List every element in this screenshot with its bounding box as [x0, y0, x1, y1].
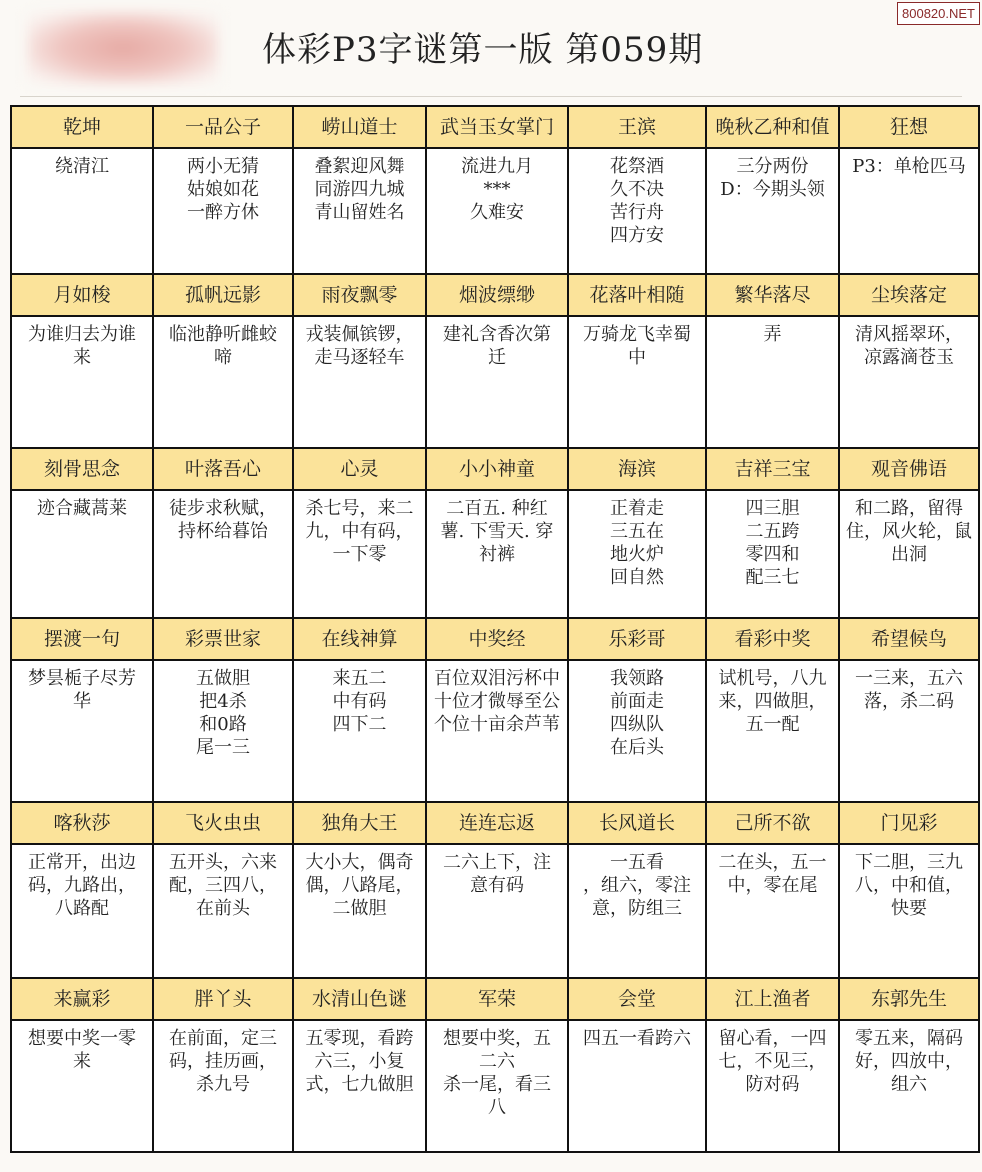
- riddle-line: 在前头: [196, 898, 250, 919]
- riddle-line: 二六上下，注: [443, 852, 551, 873]
- riddle-line: 临池静听雌蛟: [169, 324, 277, 345]
- author-name: 花落叶相随: [568, 274, 706, 316]
- riddle-line: 梦昙栀子尽芳: [28, 668, 136, 689]
- riddle-cell: [706, 660, 839, 802]
- riddle-cell: [426, 1020, 568, 1152]
- author-row: [11, 802, 979, 844]
- riddle-line: 大小大，偶奇: [305, 852, 414, 873]
- riddle-line: 和二路，留得: [855, 498, 963, 519]
- riddle-cell: [706, 490, 839, 618]
- author-name: 观音佛语: [839, 448, 979, 490]
- author-name: 乐彩哥: [568, 618, 706, 660]
- riddle-line: 百位双泪污杯中: [434, 668, 560, 689]
- riddle-line: 回自然: [610, 567, 664, 588]
- riddle-cell: [706, 148, 839, 274]
- riddle-line: 尾一三: [196, 737, 250, 758]
- riddle-row: [11, 660, 979, 802]
- riddle-line: 来: [73, 347, 91, 368]
- riddle-line: 五做胆: [196, 668, 250, 689]
- riddle-cell: [11, 1020, 153, 1152]
- author-name: 繁华落尽: [706, 274, 839, 316]
- author-name: 乾坤: [11, 106, 153, 148]
- riddle-line: 花祭酒: [610, 156, 664, 177]
- riddle-row: [11, 490, 979, 618]
- riddle-line: D：今期头领: [720, 179, 825, 200]
- riddle-line: 我领路: [610, 668, 664, 689]
- riddle-line: 想要中奖，五: [443, 1028, 551, 1049]
- riddle-row: [11, 316, 979, 448]
- author-name: 希望候鸟: [839, 618, 979, 660]
- riddle-line: 中: [628, 347, 646, 368]
- riddle-line: 来，四做胆，: [718, 691, 827, 712]
- riddle-line: 码，挂历画，: [169, 1051, 277, 1072]
- riddle-table: [10, 105, 980, 1153]
- riddle-line: 快要: [891, 898, 927, 919]
- riddle-line: 偶，八路尾，: [305, 875, 414, 896]
- author-name: 独角大王: [293, 802, 426, 844]
- riddle-line: 七，不见三，: [718, 1051, 827, 1072]
- riddle-line: 把4杀: [199, 691, 247, 712]
- blurred-logo: [28, 12, 218, 84]
- riddle-line: 四下二: [332, 714, 387, 735]
- author-name: 胖丫头: [153, 978, 293, 1020]
- riddle-cell: [153, 844, 293, 978]
- author-name: 小小神童: [426, 448, 568, 490]
- riddle-line: 地火炉: [610, 544, 664, 565]
- riddle-line: 五零现，看跨: [305, 1028, 414, 1049]
- author-name: 尘埃落定: [839, 274, 979, 316]
- title-divider: [20, 96, 962, 97]
- riddle-cell: [426, 316, 568, 448]
- riddle-cell: [839, 1020, 979, 1152]
- riddle-line: 绕清江: [55, 156, 109, 177]
- author-name: 己所不欲: [706, 802, 839, 844]
- riddle-line: 一醉方休: [187, 202, 259, 223]
- riddle-cell: [426, 844, 568, 978]
- author-name: 喀秋莎: [11, 802, 153, 844]
- riddle-cell: [706, 844, 839, 978]
- riddle-cell: [11, 660, 153, 802]
- author-name: 海滨: [568, 448, 706, 490]
- riddle-line: 配三七: [745, 567, 800, 588]
- riddle-line: 青山留姓名: [314, 202, 405, 223]
- riddle-line: 杀一尾，看三: [443, 1074, 551, 1095]
- author-name: 彩票世家: [153, 618, 293, 660]
- riddle-line: 在前面，定三: [169, 1028, 277, 1049]
- riddle-line: 八，中和值，: [855, 875, 963, 896]
- riddle-line: 四五一看跨六: [583, 1028, 691, 1049]
- riddle-line: 华: [73, 691, 91, 712]
- riddle-cell: [568, 660, 706, 802]
- riddle-line: 久不决: [610, 179, 664, 200]
- author-name: 崂山道士: [293, 106, 426, 148]
- riddle-cell: [11, 148, 153, 274]
- riddle-line: 八路配: [55, 898, 109, 919]
- riddle-cell: [293, 148, 426, 274]
- author-name: 孤帆远影: [153, 274, 293, 316]
- riddle-line: 流进九月: [461, 156, 533, 177]
- riddle-line: 苦行舟: [610, 202, 664, 223]
- author-name: 在线神算: [293, 618, 426, 660]
- riddle-line: 码，九路出，: [28, 875, 136, 896]
- riddle-line: ***: [483, 179, 511, 200]
- riddle-line: 正常开，出边: [28, 852, 136, 873]
- riddle-cell: [568, 148, 706, 274]
- riddle-cell: [568, 490, 706, 618]
- riddle-line: 迁: [488, 347, 506, 368]
- riddle-line: 为谁归去为谁: [28, 324, 136, 345]
- riddle-line: 来五二: [332, 668, 387, 689]
- riddle-line: 二在头，五一: [718, 852, 827, 873]
- riddle-line: 二六: [479, 1051, 515, 1072]
- riddle-cell: [839, 316, 979, 448]
- riddle-line: 持杯给暮饴: [178, 521, 268, 542]
- riddle-line: 三分两份: [736, 156, 809, 177]
- riddle-row: [11, 844, 979, 978]
- riddle-line: 三五在: [610, 521, 664, 542]
- author-row: [11, 106, 979, 148]
- riddle-line: 啼: [214, 347, 232, 368]
- author-name: 会堂: [568, 978, 706, 1020]
- riddle-cell: [153, 1020, 293, 1152]
- author-name: 连连忘返: [426, 802, 568, 844]
- author-name: 东郭先生: [839, 978, 979, 1020]
- riddle-line: ，组六，零注: [583, 875, 691, 896]
- riddle-row: [11, 1020, 979, 1152]
- author-name: 水清山色谜: [293, 978, 426, 1020]
- author-name: 烟波缥缈: [426, 274, 568, 316]
- riddle-line: 杀七号，来二: [305, 498, 414, 519]
- riddle-line: 九，中有码，: [305, 521, 414, 542]
- riddle-line: 一五看: [610, 852, 664, 873]
- riddle-cell: [153, 490, 293, 618]
- riddle-line: 久难安: [470, 202, 524, 223]
- author-row: [11, 274, 979, 316]
- author-name: 叶落吾心: [153, 448, 293, 490]
- author-row: [11, 978, 979, 1020]
- riddle-cell: [839, 490, 979, 618]
- riddle-line: 零四和: [745, 544, 800, 565]
- author-name: 武当玉女掌门: [426, 106, 568, 148]
- riddle-line: 配，三四八，: [169, 875, 277, 896]
- riddle-line: 好，四放中，: [855, 1051, 963, 1072]
- riddle-cell: [568, 844, 706, 978]
- author-name: 晚秋乙种和值: [706, 106, 839, 148]
- riddle-line: 组六: [891, 1074, 927, 1095]
- riddle-line: 建礼含香次第: [443, 324, 551, 345]
- riddle-line: 想要中奖一零: [28, 1028, 136, 1049]
- riddle-line: 二五跨: [745, 521, 800, 542]
- riddle-line: 八: [488, 1097, 506, 1118]
- site-watermark: 800820.NET: [897, 2, 980, 25]
- author-name: 门见彩: [839, 802, 979, 844]
- riddle-line: 杀九号: [196, 1074, 250, 1095]
- riddle-cell: [11, 490, 153, 618]
- riddle-line: 凉露滴苍玉: [864, 347, 954, 368]
- riddle-line: 中有码: [332, 691, 387, 712]
- riddle-line: 叠絮迎风舞: [314, 156, 405, 177]
- riddle-line: 试机号，八九: [718, 668, 827, 689]
- riddle-line: 姑娘如花: [187, 179, 259, 200]
- riddle-line: 二百五. 种红: [446, 498, 548, 519]
- author-name: 心灵: [293, 448, 426, 490]
- riddle-line: 四纵队: [610, 714, 664, 735]
- riddle-cell: [568, 316, 706, 448]
- riddle-line: 四三胆: [745, 498, 800, 519]
- riddle-line: 戎装佩镔锣，: [305, 324, 414, 345]
- riddle-row: [11, 148, 979, 274]
- riddle-cell: [11, 844, 153, 978]
- author-name: 雨夜飘零: [293, 274, 426, 316]
- riddle-line: 徒步求秋赋，: [169, 498, 277, 519]
- riddle-line: 和0路: [199, 714, 247, 735]
- riddle-line: 弄: [763, 324, 782, 345]
- riddle-line: 在后头: [610, 737, 664, 758]
- author-name: 军荣: [426, 978, 568, 1020]
- riddle-line: 前面走: [610, 691, 664, 712]
- riddle-line: 一下零: [332, 544, 387, 565]
- riddle-line: 四方安: [610, 225, 664, 246]
- riddle-cell: [153, 316, 293, 448]
- riddle-cell: [293, 316, 426, 448]
- author-name: 狂想: [839, 106, 979, 148]
- riddle-line: 意有码: [470, 875, 524, 896]
- riddle-cell: [293, 660, 426, 802]
- author-name: 中奖经: [426, 618, 568, 660]
- riddle-line: 衬裤: [479, 544, 515, 565]
- riddle-line: 落，杀二码: [864, 691, 954, 712]
- riddle-line: P3：单枪匹马: [852, 156, 966, 177]
- riddle-cell: [839, 660, 979, 802]
- riddle-line: 防对码: [745, 1074, 800, 1095]
- author-name: 吉祥三宝: [706, 448, 839, 490]
- riddle-cell: [153, 148, 293, 274]
- riddle-line: 六三，小复: [314, 1051, 405, 1072]
- riddle-cell: [11, 316, 153, 448]
- riddle-cell: [706, 1020, 839, 1152]
- riddle-line: 中，零在尾: [727, 875, 818, 896]
- author-name: 一品公子: [153, 106, 293, 148]
- author-name: 月如梭: [11, 274, 153, 316]
- riddle-line: 意，防组三: [592, 898, 682, 919]
- author-name: 王滨: [568, 106, 706, 148]
- riddle-line: 迹合藏蒿莱: [37, 498, 127, 519]
- author-name: 来赢彩: [11, 978, 153, 1020]
- author-name: 长风道长: [568, 802, 706, 844]
- author-name: 飞火虫虫: [153, 802, 293, 844]
- riddle-line: 五开头，六来: [169, 852, 277, 873]
- riddle-line: 万骑龙飞幸蜀: [583, 324, 691, 345]
- riddle-cell: [839, 844, 979, 978]
- riddle-line: 两小无猜: [187, 156, 259, 177]
- riddle-line: 留心看，一四: [718, 1028, 827, 1049]
- riddle-line: 走马逐轻车: [314, 347, 405, 368]
- riddle-line: 清风摇翠环，: [855, 324, 963, 345]
- riddle-cell: [426, 490, 568, 618]
- riddle-line: 正着走: [610, 498, 664, 519]
- author-name: 看彩中奖: [706, 618, 839, 660]
- author-name: 江上渔者: [706, 978, 839, 1020]
- riddle-line: 来: [73, 1051, 91, 1072]
- riddle-cell: [839, 148, 979, 274]
- riddle-line: 五一配: [745, 714, 800, 735]
- riddle-line: 十位才微辱至公: [434, 691, 560, 712]
- riddle-cell: [706, 316, 839, 448]
- riddle-line: 二做胆: [332, 898, 387, 919]
- riddle-line: 住，风火轮，鼠: [846, 521, 972, 542]
- riddle-line: 同游四九城: [314, 179, 405, 200]
- riddle-cell: [293, 1020, 426, 1152]
- riddle-line: 个位十亩余芦苇: [434, 714, 560, 735]
- riddle-line: 零五来，隔码: [855, 1028, 963, 1049]
- author-name: 摆渡一句: [11, 618, 153, 660]
- riddle-cell: [293, 844, 426, 978]
- author-name: 刻骨思念: [11, 448, 153, 490]
- riddle-line: 一三来，五六: [855, 668, 963, 689]
- riddle-line: 出洞: [891, 544, 927, 565]
- author-row: [11, 618, 979, 660]
- author-row: [11, 448, 979, 490]
- riddle-cell: [426, 660, 568, 802]
- riddle-cell: [153, 660, 293, 802]
- riddle-cell: [568, 1020, 706, 1152]
- riddle-cell: [293, 490, 426, 618]
- riddle-line: 下二胆，三九: [855, 852, 963, 873]
- riddle-line: 薯. 下雪天. 穿: [440, 521, 554, 542]
- riddle-line: 式，七九做胆: [305, 1074, 414, 1095]
- page-title: 体彩P3字谜第一版 第059期: [262, 30, 704, 70]
- riddle-cell: [426, 148, 568, 274]
